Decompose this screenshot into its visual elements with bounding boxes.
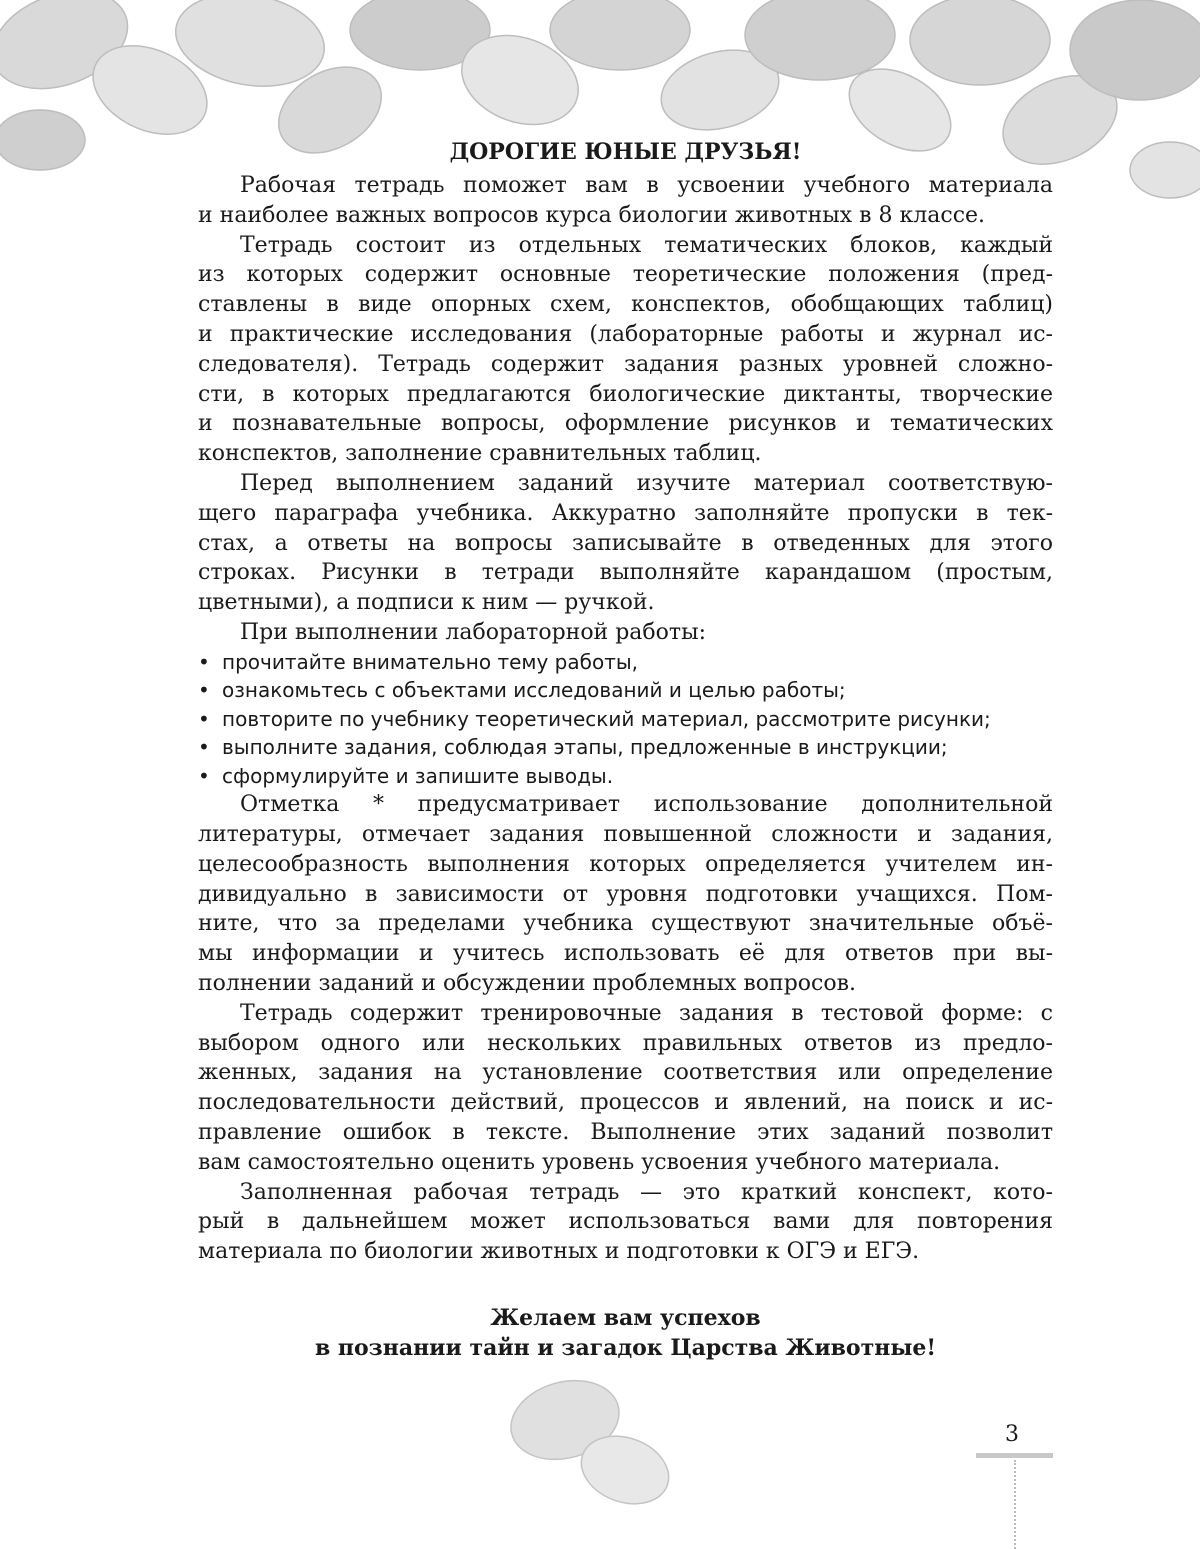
paragraph	[198, 469, 1053, 618]
text-line: литературы, отмечает задания повышенной сложности и задания,	[198, 822, 1053, 848]
paragraph	[198, 171, 1053, 231]
text-line: материала по биологии животных и подготовки к ОГЭ и ЕГЭ.	[198, 1239, 920, 1265]
text-line: рый в дальнейшем может использоваться вами для повторения	[198, 1209, 1053, 1235]
text-line: ните, что за пределами учебника существуют значительные объё-	[198, 911, 1053, 937]
text-line: Перед выполнением заданий изучите материал соответствую-	[240, 470, 1053, 496]
closing-line: Желаем вам успехов	[490, 1305, 761, 1331]
text-line: вам самостоятельно оценить уровень усвоения учебного материала.	[198, 1149, 1001, 1175]
text-line: последовательности действий, процессов и явлений, на поиск и ис-	[198, 1090, 1053, 1116]
list-item: • ознакомьтесь с объектами исследований и целью работы;	[198, 676, 1053, 705]
page-heading: ДОРОГИЕ ЮНЫЕ ДРУЗЬЯ!	[449, 139, 802, 165]
text-line: щего параграфа учебника. Аккуратно заполняйте пропуски в тек-	[198, 500, 1053, 526]
text-line: Тетрадь содержит тренировочные задания в тестовой форме: с	[240, 1000, 1053, 1026]
text-line: При выполнении лабораторной работы:	[240, 619, 706, 645]
text-line: мы информации и учитесь использовать её для ответов при вы-	[198, 941, 1053, 967]
list-item: • прочитайте внимательно тему работы,	[198, 648, 1053, 677]
text-line: выбором одного или нескольких правильных ответов из предло-	[198, 1030, 1053, 1056]
text-line: Рабочая тетрадь поможет вам в усвоении учебного материала	[240, 173, 1053, 198]
leaf-decoration	[505, 1370, 685, 1520]
document-body	[198, 133, 1053, 1363]
list-item: • повторите по учебнику теоретический материал, рассмотрите рисунки;	[198, 705, 1053, 734]
text-line: конспектов, заполнение сравнительных таблиц.	[198, 441, 762, 467]
paragraph	[198, 618, 1053, 648]
lab-work-steps-list	[198, 648, 1053, 791]
text-line: и познавательные вопросы, оформление рисунков и тематических	[198, 411, 1053, 437]
page-number: 3	[1005, 1422, 1019, 1447]
text-line: целесообразность выполнения которых определяется учителем ин-	[198, 851, 1053, 877]
paragraph	[198, 790, 1053, 999]
text-line: женных, задания на установление соответствия или определение	[198, 1060, 1053, 1086]
main-paragraphs	[198, 790, 1053, 1267]
page-number-rule	[976, 1453, 1053, 1458]
paragraph	[198, 999, 1053, 1178]
text-line: Тетрадь состоит из отдельных тематических блоков, каждый	[240, 232, 1053, 258]
text-line: правление ошибок в тексте. Выполнение этих заданий позволит	[198, 1120, 1053, 1146]
text-line: Отметка * предусматривает использование дополнительной	[240, 792, 1053, 818]
text-line: полнении заданий и обсуждении проблемных вопросов.	[198, 971, 856, 997]
closing-wish	[198, 1303, 1053, 1363]
closing-line: в познании тайн и загадок Царства Животные!	[314, 1335, 937, 1361]
paragraph	[198, 231, 1053, 469]
text-line: сти, в которых предлагаются биологические диктанты, творческие	[198, 381, 1053, 407]
text-line: строках. Рисунки в тетради выполняйте карандашом (простым,	[198, 560, 1053, 586]
text-line: из которых содержит основные теоретические положения (пред-	[198, 262, 1053, 288]
intro-paragraphs	[198, 171, 1053, 648]
text-line: Заполненная рабочая тетрадь — это краткий конспект, кото-	[240, 1179, 1053, 1205]
text-line: и наиболее важных вопросов курса биологии животных в 8 классе.	[198, 202, 986, 228]
text-line: дивидуально в зависимости от уровня подготовки учащихся. Пом-	[198, 881, 1053, 907]
list-item: • сформулируйте и запишите выводы.	[198, 762, 1053, 791]
text-line: и практические исследования (лабораторные работы и журнал ис-	[198, 321, 1053, 347]
paragraph	[198, 1178, 1053, 1267]
text-line: цветными), а подписи к ним — ручкой.	[198, 590, 655, 616]
text-line: ставлены в виде опорных схем, конспектов, обобщающих таблиц)	[198, 292, 1053, 318]
list-item: • выполните задания, соблюдая этапы, предложенные в инструкции;	[198, 733, 1053, 762]
text-line: стах, а ответы на вопросы записывайте в отведенных для этого	[198, 530, 1053, 556]
dotted-margin-line	[1014, 1460, 1016, 1549]
text-line: следователя). Тетрадь содержит задания разных уровней сложно-	[198, 351, 1053, 377]
